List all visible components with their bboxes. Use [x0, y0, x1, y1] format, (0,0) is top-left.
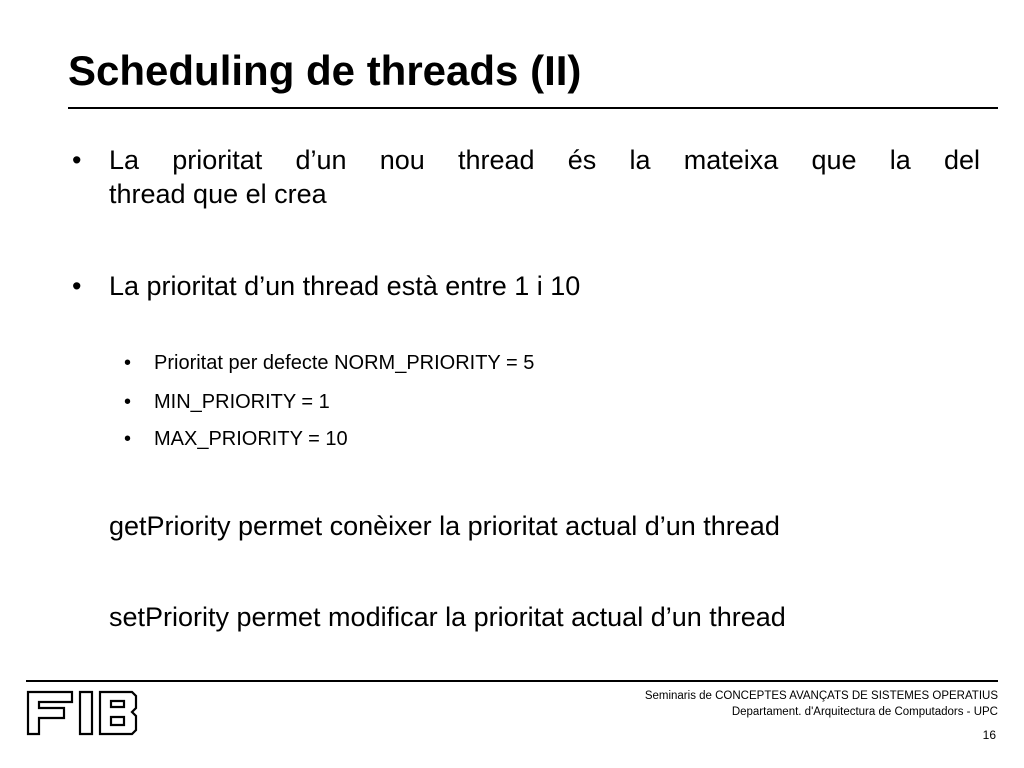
footer-department: Departament. d'Arquitectura de Computadors - UPC: [731, 706, 998, 718]
sub-bullet-text: Prioritat per defecte NORM_PRIORITY = 5: [154, 352, 535, 374]
sub-bullet-text: MIN_PRIORITY = 1: [154, 391, 330, 413]
body-paragraph: setPriority permet modificar la prioritat actual d’un thread: [109, 602, 786, 632]
slide-title: Scheduling de threads (II): [68, 47, 582, 94]
footer-divider: [26, 680, 998, 682]
bullet-marker: •: [72, 271, 82, 301]
sub-bullet-item: [124, 389, 824, 415]
bullet-text-line: thread que el crea: [109, 179, 327, 209]
footer-course: Seminaris de CONCEPTES AVANÇATS DE SISTEMES OPERATIUS: [644, 690, 998, 702]
bullet-text: [109, 143, 980, 211]
bullet-text-line: La prioritat d’un nou thread és la mateixa que la del: [109, 145, 980, 175]
sub-bullet-item: [124, 426, 824, 452]
title-divider: [68, 107, 998, 109]
bullet-item: [72, 269, 980, 303]
sub-bullet-marker: •: [124, 391, 132, 413]
fib-logo: [26, 690, 138, 736]
footer-credits: [645, 688, 998, 720]
sub-bullet-marker: •: [124, 428, 132, 450]
sub-bullet-marker: •: [124, 352, 132, 374]
sub-bullet-text: MAX_PRIORITY = 10: [154, 428, 348, 450]
bullet-marker: •: [72, 145, 82, 175]
bullet-item: [72, 143, 980, 211]
page-number: 16: [982, 728, 996, 742]
bullet-text: La prioritat d’un thread està entre 1 i 10: [109, 271, 581, 301]
body-paragraph: getPriority permet conèixer la prioritat actual d’un thread: [109, 511, 780, 541]
sub-bullet-item: [124, 350, 824, 376]
